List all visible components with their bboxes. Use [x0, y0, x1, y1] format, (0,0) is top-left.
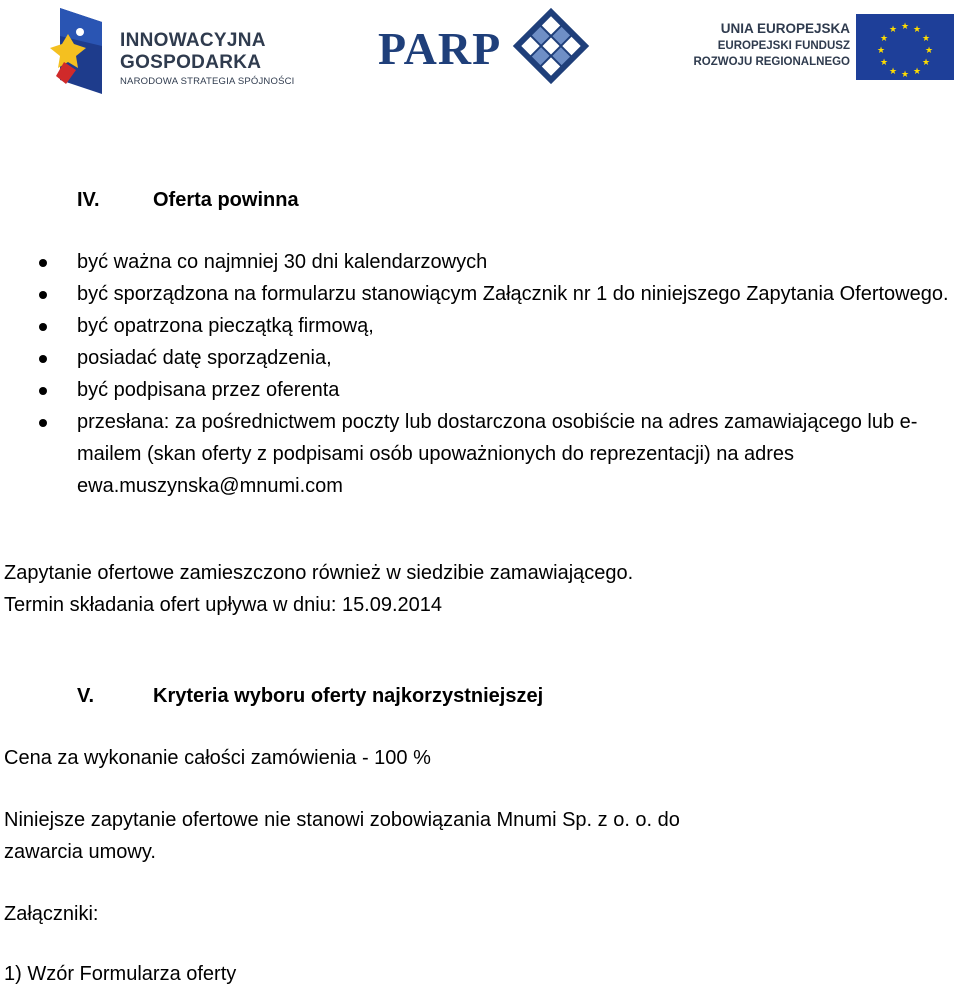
- svg-text:★: ★: [900, 22, 910, 32]
- svg-text:★: ★: [921, 34, 931, 44]
- parp-mark: [508, 6, 594, 86]
- disclaimer-line-2: zawarcia umowy.: [4, 841, 156, 863]
- offer-requirements-list: [0, 246, 960, 502]
- innowacyjna-gospodarka-logo: [46, 4, 316, 94]
- svg-text:★: ★: [888, 25, 898, 35]
- attachments-label: Załączniki:: [4, 903, 99, 925]
- parp-logo-text: PARP: [378, 23, 502, 74]
- svg-text:★: ★: [879, 58, 889, 68]
- bullet-icon: [39, 323, 47, 331]
- list-item: [0, 278, 960, 310]
- list-item: [0, 246, 960, 278]
- innowacyjna-logo-line2: GOSPODARKA: [120, 52, 262, 73]
- bullet-icon: [39, 355, 47, 363]
- svg-text:★: ★: [912, 25, 922, 35]
- list-item: [0, 342, 960, 374]
- innowacyjna-logo-line3: NARODOWA STRATEGIA SPÓJNOŚCI: [120, 76, 295, 87]
- price-criterion: Cena za wykonanie całości zamówienia - 100 %: [4, 747, 431, 769]
- eu-flag-icon: [856, 14, 954, 80]
- eu-logo-line3: ROZWOJU REGIONALNEGO: [693, 56, 850, 68]
- innowacyjna-logo-line1: INNOWACYJNA: [120, 30, 266, 51]
- section-v-heading: Kryteria wyboru oferty najkorzystniejszej: [153, 685, 544, 707]
- svg-text:★: ★: [900, 70, 910, 80]
- eu-logo-line2: EUROPEJSKI FUNDUSZ: [717, 40, 850, 52]
- bullet-icon: [39, 387, 47, 395]
- list-item-text: być sporządzona na formularzu stanowiącym Załącznik nr 1 do niniejszego Zapytania Ofertowego.: [77, 283, 949, 305]
- innowacyjna-gospodarka-mark: [46, 8, 102, 94]
- list-item-text: być ważna co najmniej 30 dni kalendarzowych: [77, 251, 488, 273]
- parp-logo: [378, 6, 600, 90]
- disclaimer-line-1: Niniejsze zapytanie ofertowe nie stanowi zobowiązania Mnumi Sp. z o. o. do: [4, 809, 680, 831]
- list-item: [0, 406, 960, 502]
- bullet-icon: [39, 259, 47, 267]
- section-iv-heading: Oferta powinna: [153, 189, 299, 211]
- attachment-item: 1) Wzór Formularza oferty: [4, 963, 237, 985]
- list-item: [0, 310, 960, 342]
- section-v-number: V.: [77, 685, 95, 707]
- eu-logo-line1: UNIA EUROPEJSKA: [720, 21, 850, 36]
- eu-fund-logo: [684, 14, 956, 80]
- deadline-note: Termin składania ofert upływa w dniu: 15.09.2014: [4, 594, 443, 616]
- svg-text:★: ★: [888, 67, 898, 77]
- list-item-text: przesłana: za pośrednictwem poczty lub dostarczona osobiście na adres zamawiającego lub e-mailem (skan oferty z podpisami osób upoważnionych do reprezentacji) na adres ewa.muszynska@mnumi.com: [77, 411, 918, 497]
- posting-note: Zapytanie ofertowe zamieszczono również w siedzibie zamawiającego.: [4, 562, 634, 584]
- bullet-icon: [39, 419, 47, 427]
- svg-text:★: ★: [879, 34, 889, 44]
- list-item-text: posiadać datę sporządzenia,: [77, 347, 332, 369]
- svg-text:★: ★: [876, 46, 886, 56]
- list-item-text: być opatrzona pieczątką firmową,: [77, 315, 374, 337]
- svg-text:★: ★: [912, 67, 922, 77]
- logo-header: [0, 0, 960, 100]
- bullet-icon: [39, 291, 47, 299]
- list-item: [0, 374, 960, 406]
- svg-text:★: ★: [921, 58, 931, 68]
- section-iv-number: IV.: [77, 189, 100, 211]
- list-item-text: być podpisana przez oferenta: [77, 379, 340, 401]
- svg-text:★: ★: [924, 46, 934, 56]
